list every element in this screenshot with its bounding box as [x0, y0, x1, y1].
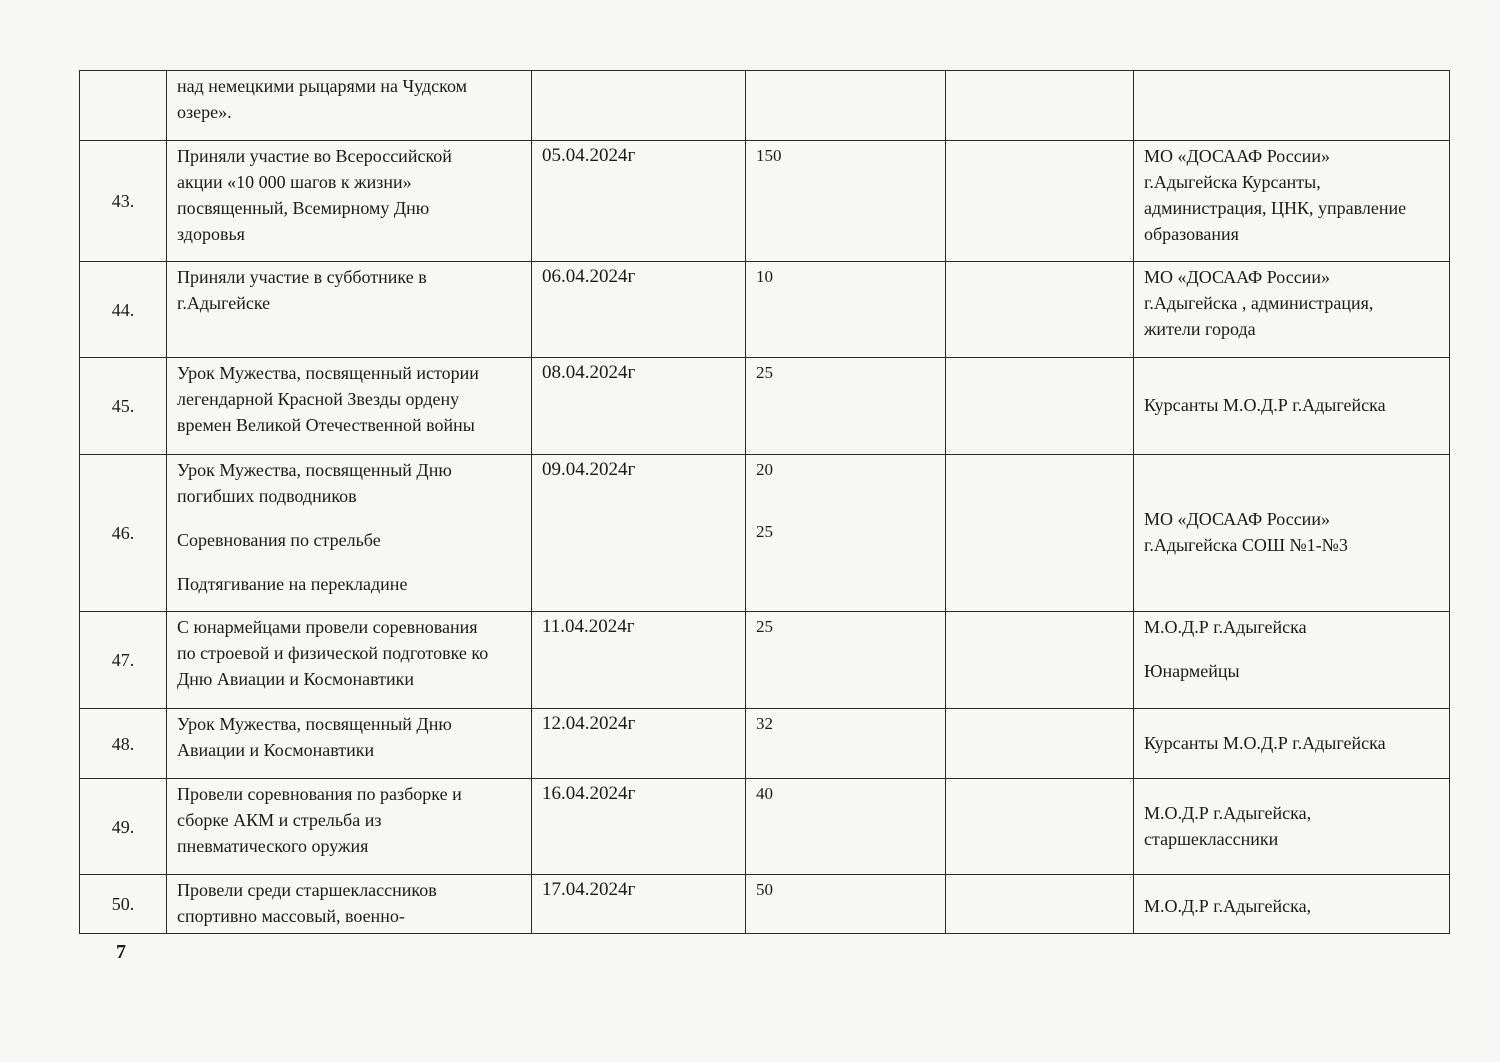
text-line: акции «10 000 шагов к жизни» [177, 172, 412, 192]
text-line: г.Адыгейска Курсанты, [1144, 172, 1321, 192]
event-description-cell [167, 262, 532, 358]
table-row [80, 779, 1450, 875]
empty-cell [946, 612, 1134, 709]
text-line: 150 [756, 146, 782, 165]
text-line: Курсанты М.О.Д.Р г.Адыгейска [1144, 395, 1386, 415]
text-line: образования [1144, 224, 1239, 244]
text-line: Приняли участие во Всероссийской [177, 146, 452, 166]
text-line: 25 [756, 522, 773, 541]
text-line: 10 [756, 267, 773, 286]
participants-organizations-cell [1134, 71, 1450, 141]
table-row [80, 612, 1450, 709]
line-spacer [756, 501, 935, 519]
table-row [80, 71, 1450, 141]
event-description-cell [167, 455, 532, 612]
event-date-cell: 09.04.2024г [532, 455, 746, 612]
empty-cell [946, 875, 1134, 934]
participants-organizations-cell [1134, 141, 1450, 262]
text-line: пневматического оружия [177, 836, 369, 856]
row-number-cell: 50. [80, 875, 167, 934]
text-line: 20 [756, 460, 773, 479]
event-date-cell: 17.04.2024г [532, 875, 746, 934]
participants-count-cell [746, 779, 946, 875]
text-line: Провели соревнования по разборке и [177, 784, 462, 804]
text-line: М.О.Д.Р г.Адыгейска, [1144, 802, 1312, 823]
event-description-cell [167, 875, 532, 934]
participants-count-cell [746, 875, 946, 934]
text-line: МО «ДОСААФ России» [1144, 146, 1330, 166]
text-line: 40 [756, 784, 773, 803]
text-line: г.Адыгейска СОШ №1-№3 [1144, 535, 1348, 555]
event-description-cell [167, 709, 532, 779]
empty-cell [946, 262, 1134, 358]
text-line: времен Великой Отечественной войны [177, 415, 475, 435]
participants-count-cell [746, 455, 946, 612]
event-date-cell: 08.04.2024г [532, 358, 746, 455]
page-number: 7 [116, 941, 126, 963]
line-spacer [177, 553, 521, 571]
text-line: С юнармейцами провели соревнования [177, 617, 478, 637]
line-spacer [1144, 640, 1439, 658]
participants-count-cell [746, 709, 946, 779]
row-number-cell: 45. [80, 358, 167, 455]
row-number-cell: 43. [80, 141, 167, 262]
text-line: спортивно массовый, военно- [177, 906, 405, 926]
text-line: 32 [756, 714, 773, 733]
text-line: Дню Авиации и Космонавтики [177, 669, 414, 689]
row-number-cell: 49. [80, 779, 167, 875]
table-row [80, 875, 1450, 934]
row-number-cell: 44. [80, 262, 167, 358]
line-spacer [177, 509, 521, 527]
event-date-cell: 16.04.2024г [532, 779, 746, 875]
participants-organizations-cell [1134, 612, 1450, 709]
events-table [79, 70, 1450, 934]
empty-cell [946, 141, 1134, 262]
text-line: по строевой и физической подготовке ко [177, 643, 489, 663]
table-row [80, 358, 1450, 455]
empty-cell [946, 455, 1134, 612]
text-line: Урок Мужества, посвященный Дню [177, 460, 452, 480]
text-line: посвященный, Всемирному Дню [177, 198, 430, 218]
participants-organizations-cell [1134, 779, 1450, 875]
participants-organizations-cell [1134, 875, 1450, 934]
text-line: Авиации и Космонавтики [177, 740, 375, 760]
event-description-cell [167, 71, 532, 141]
text-line: здоровья [177, 224, 245, 244]
text-line: Урок Мужества, посвященный истории [177, 363, 479, 383]
participants-count-cell [746, 358, 946, 455]
event-date-cell [532, 71, 746, 141]
text-line: Провели среди старшеклассников [177, 880, 437, 900]
text-line: 25 [756, 617, 773, 636]
text-line: Юнармейцы [1144, 661, 1240, 681]
text-line: Приняли участие в субботнике в [177, 267, 427, 287]
text-line: жители города [1144, 319, 1256, 339]
row-number-cell: 48. [80, 709, 167, 779]
text-line: М.О.Д.Р г.Адыгейска [1144, 617, 1307, 637]
text-line: Урок Мужества, посвященный Дню [177, 714, 452, 734]
events-table-body [80, 71, 1450, 934]
text-line: погибших подводников [177, 486, 357, 506]
participants-organizations-cell [1134, 358, 1450, 455]
empty-cell [946, 358, 1134, 455]
participants-organizations-cell [1134, 455, 1450, 612]
participants-organizations-cell [1134, 262, 1450, 358]
row-number-cell: 47. [80, 612, 167, 709]
text-line: М.О.Д.Р г.Адыгейска, [1144, 896, 1312, 916]
event-date-cell: 06.04.2024г [532, 262, 746, 358]
participants-count-cell [746, 71, 946, 141]
participants-count-cell [746, 612, 946, 709]
text-line: Курсанты М.О.Д.Р г.Адыгейска [1144, 732, 1386, 753]
event-description-cell [167, 141, 532, 262]
participants-organizations-cell [1134, 709, 1450, 779]
event-description-cell [167, 358, 532, 455]
table-row [80, 455, 1450, 612]
text-line: 50 [756, 880, 773, 899]
empty-cell [946, 71, 1134, 141]
text-line: Соревнования по стрельбе [177, 530, 381, 550]
row-number-cell: 46. [80, 455, 167, 612]
table-row [80, 709, 1450, 779]
text-line: озере». [177, 102, 232, 122]
empty-cell [946, 709, 1134, 779]
empty-cell [946, 779, 1134, 875]
event-description-cell [167, 779, 532, 875]
text-line: над немецкими рыцарями на Чудском [177, 76, 468, 96]
table-row [80, 262, 1450, 358]
text-line: сборке АКМ и стрельба из [177, 810, 382, 830]
text-line: Подтягивание на перекладине [177, 574, 408, 594]
event-date-cell: 05.04.2024г [532, 141, 746, 262]
text-line: старшеклассники [1144, 828, 1279, 849]
text-line: г.Адыгейске [177, 293, 271, 313]
participants-count-cell [746, 262, 946, 358]
event-date-cell: 11.04.2024г [532, 612, 746, 709]
text-line: МО «ДОСААФ России» [1144, 509, 1330, 529]
participants-count-cell [746, 141, 946, 262]
text-line: 25 [756, 363, 773, 382]
text-line: легендарной Красной Звезды ордену [177, 389, 460, 409]
text-line: МО «ДОСААФ России» [1144, 267, 1330, 287]
text-line: администрация, ЦНК, управление [1144, 198, 1407, 218]
text-line: г.Адыгейска , администрация, [1144, 293, 1374, 313]
event-date-cell: 12.04.2024г [532, 709, 746, 779]
line-spacer [756, 483, 935, 501]
table-row [80, 141, 1450, 262]
row-number-cell [80, 71, 167, 141]
event-description-cell [167, 612, 532, 709]
